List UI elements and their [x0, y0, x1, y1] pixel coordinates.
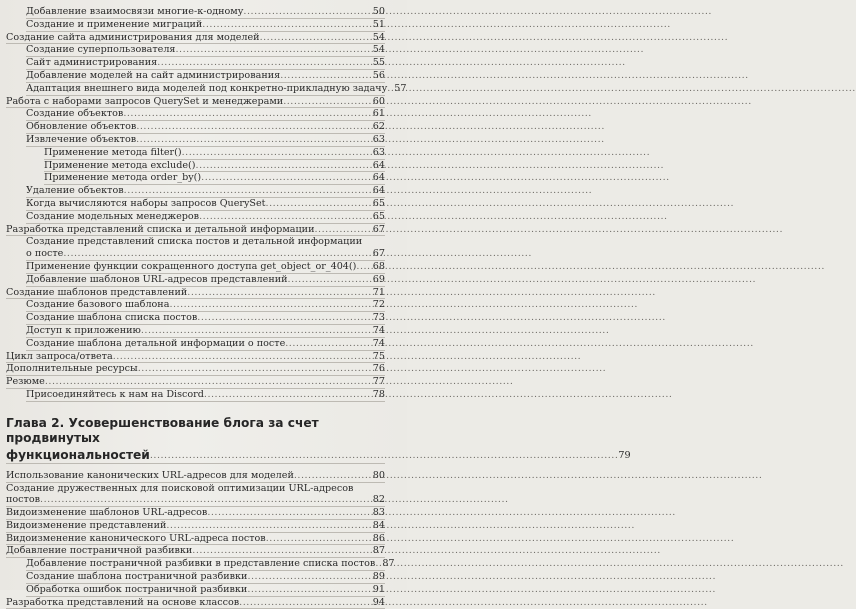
- dot-leader: [294, 470, 372, 482]
- dot-leader: [204, 389, 372, 401]
- toc-entry-title: Создание и применение миграций: [26, 18, 203, 30]
- toc-entry-page: 75: [372, 350, 385, 362]
- toc-entry: [44, 172, 385, 185]
- toc-entry-page: 51: [372, 18, 385, 30]
- dot-leader: [197, 312, 372, 324]
- toc-entry: [26, 19, 385, 32]
- toc-entry-page: 55: [372, 57, 385, 69]
- toc-entry: [6, 520, 385, 533]
- toc-entry-page: 87: [372, 545, 385, 557]
- chapter-heading: [6, 416, 385, 446]
- toc-entry: [6, 351, 385, 364]
- toc-entry-page: 50: [372, 6, 385, 17]
- toc-entry-title: Извлечение объектов: [26, 133, 137, 145]
- toc-entry-page: 80: [372, 469, 385, 481]
- toc-entry-title: Работа с наборами запросов QuerySet и менеджерами: [6, 95, 284, 107]
- toc-entry: [26, 338, 385, 351]
- toc-entry: [26, 312, 385, 325]
- toc-entry: [6, 96, 385, 109]
- toc-section-4: [0, 507, 407, 609]
- toc-entry-page: 64: [372, 185, 385, 197]
- toc-entry: [6, 545, 385, 558]
- dot-leader: [136, 134, 372, 146]
- toc-entry: [26, 70, 385, 83]
- toc-entry-title: Дополнительные ресурсы: [6, 363, 138, 375]
- toc-entry-title: Видоизменение шаблонов URL-адресов: [6, 507, 208, 519]
- toc-entry-page: 57: [394, 82, 407, 94]
- toc-entry-title: Когда вычисляются наборы запросов QuerySet: [26, 197, 266, 209]
- dot-leader: [63, 248, 371, 260]
- toc-entry-title: Удаление объектов: [26, 185, 124, 197]
- toc-entry-title: Создание шаблона постраничной разбивки: [26, 571, 248, 583]
- toc-entry-page: 61: [372, 108, 385, 120]
- toc-entry: [26, 108, 385, 121]
- toc-entry-page: 83: [372, 507, 385, 519]
- dot-leader: [288, 274, 372, 286]
- dot-leader: [260, 32, 372, 44]
- toc-entry-two-line-b: [6, 483, 385, 508]
- toc-section-3: [0, 470, 407, 483]
- toc-entry: [26, 134, 385, 147]
- toc-entry: [26, 571, 385, 584]
- dot-leader: [243, 6, 371, 18]
- dot-leader: [201, 172, 372, 184]
- toc-entry-title: Применение функции сокращенного доступа get_object_or_404(): [26, 260, 357, 272]
- dot-leader: [123, 108, 371, 120]
- dot-leader: [266, 198, 372, 210]
- dot-leader: [280, 70, 372, 82]
- toc-entry-title-line2: постов: [6, 494, 41, 506]
- toc-entry: [26, 299, 385, 312]
- toc-section-1: [0, 6, 407, 236]
- dot-leader: [202, 19, 371, 31]
- dot-leader: [199, 211, 372, 223]
- toc-entry: [26, 211, 385, 224]
- toc-entry-page: 54: [372, 31, 385, 43]
- toc-entry: [26, 198, 385, 211]
- toc-entry-page: 86: [372, 532, 385, 544]
- toc-entry: [26, 261, 385, 274]
- dot-leader: [157, 57, 372, 69]
- toc-entry-title: Применение метода order_by(): [44, 172, 202, 184]
- dot-leader: [138, 363, 372, 375]
- toc-entry-page: 63: [372, 146, 385, 158]
- toc-entry-page: 76: [372, 363, 385, 375]
- toc-entry-page: 68: [372, 260, 385, 272]
- toc-entry: [26, 558, 395, 571]
- toc-entry-title: Создание суперпользователя: [26, 44, 176, 56]
- chapter-title-line1: Глава 2. Усовершенствование блога за счет продвинутых: [6, 415, 319, 445]
- toc-entry-page: 84: [372, 519, 385, 531]
- toc-entry-page: 67: [372, 223, 385, 235]
- toc-entry: [6, 287, 385, 300]
- dot-leader: [166, 520, 371, 532]
- toc-entry-page: 65: [372, 197, 385, 209]
- toc-entry-page: 78: [372, 388, 385, 400]
- chapter-heading-line2: [6, 447, 631, 464]
- toc-entry-title: Использование канонических URL-адресов для моделей: [6, 469, 294, 481]
- dot-leader: [239, 597, 372, 609]
- toc-entry: [26, 6, 385, 19]
- toc-section-2: [0, 261, 407, 402]
- toc-entry-page: 77: [372, 376, 385, 388]
- toc-entry-title: Добавление постраничной разбивки в представление списка постов: [26, 558, 376, 570]
- dot-leader: [192, 545, 372, 557]
- dot-leader: [356, 261, 371, 273]
- toc-entry: [26, 584, 385, 597]
- dot-leader: [314, 224, 371, 236]
- toc-entry-title: Присоединяйтесь к нам на Discord: [26, 388, 204, 400]
- toc-entry-title: Обработка ошибок постраничной разбивки: [26, 583, 248, 595]
- toc-entry-title: Видоизменение представлений: [6, 519, 167, 531]
- toc-entry-title: Доступ к приложению: [26, 324, 141, 336]
- dot-leader: [175, 44, 371, 56]
- toc-entry-page: 82: [372, 494, 385, 506]
- toc-entry-page: 67: [372, 248, 385, 260]
- toc-entry-title: Создание шаблона списка постов: [26, 312, 198, 324]
- toc-entry-title: Создание шаблонов представлений: [6, 286, 188, 298]
- toc-entry: [6, 376, 385, 389]
- toc-entry-two-line: [26, 236, 385, 261]
- dot-leader: [45, 376, 372, 388]
- toc-entry-page: 71: [372, 286, 385, 298]
- dot-leader: [40, 494, 372, 506]
- toc-entry-page: 64: [372, 159, 385, 171]
- toc-entry-row2: [6, 494, 385, 506]
- toc-entry-title: Создание сайта администрирования для моделей: [6, 31, 260, 43]
- toc-entry-page: 87: [382, 558, 395, 570]
- toc-entry-row2: [26, 248, 385, 260]
- toc-entry: [6, 533, 385, 546]
- toc-entry-page: 89: [372, 571, 385, 583]
- toc-entry: [6, 224, 385, 237]
- toc-entry: [26, 121, 385, 134]
- toc-entry-title: Добавление постраничной разбивки: [6, 545, 193, 557]
- toc-entry-title-line1: Создание представлений списка постов и детальной информации: [26, 236, 363, 248]
- toc-entry-title: Обновление объектов: [26, 121, 137, 133]
- toc-entry: [26, 185, 385, 198]
- dot-leader: [187, 287, 372, 299]
- toc-entry-title: Видоизменение канонического URL-адреса постов: [6, 532, 266, 544]
- toc-entry-page: 74: [372, 324, 385, 336]
- toc-entry-title: Создание модельных менеджеров: [26, 210, 200, 222]
- dot-leader: [196, 160, 372, 172]
- toc-entry-page: 65: [372, 210, 385, 222]
- toc-entry-page: 56: [372, 69, 385, 81]
- dot-leader: [136, 121, 371, 133]
- dot-leader: [169, 299, 371, 311]
- dot-leader: [124, 185, 372, 197]
- toc-entry-title: Создание объектов: [26, 108, 124, 120]
- toc-entry-title: Резюме: [6, 376, 45, 388]
- toc-entry: [6, 32, 385, 45]
- dot-leader: [285, 338, 372, 350]
- dot-leader: [113, 351, 372, 363]
- toc-entry-title-line2: о посте: [26, 248, 64, 260]
- toc-entry-page: 54: [372, 44, 385, 56]
- toc-entry-title: Добавление моделей на сайт администрирования: [26, 69, 281, 81]
- toc-entry: [26, 57, 385, 70]
- toc-entry: [26, 44, 385, 57]
- dot-leader: [266, 533, 372, 545]
- dot-leader: [207, 507, 371, 519]
- toc-entry-page: 63: [372, 133, 385, 145]
- toc-entry-title-line1: Создание дружественных для поисковой оптимизации URL-адресов: [6, 482, 354, 494]
- toc-entry: [26, 325, 385, 338]
- toc-entry-page: 72: [372, 299, 385, 311]
- dot-leader: [141, 325, 372, 337]
- toc-entry-page: 60: [372, 95, 385, 107]
- toc-entry: [26, 82, 407, 96]
- toc-entry-page: 94: [372, 596, 385, 608]
- toc-entry-title: Создание базового шаблона: [26, 299, 170, 311]
- toc-entry-title: Применение метода filter(): [44, 146, 182, 158]
- toc-entry: [26, 389, 385, 402]
- chapter-page: 79: [618, 449, 631, 461]
- toc-entry: [6, 470, 385, 483]
- toc-entry-title: Разработка представлений на основе классов: [6, 596, 240, 608]
- dot-leader: [150, 448, 619, 463]
- dot-leader: [247, 584, 371, 596]
- toc-entry: [6, 363, 385, 376]
- toc-entry-title: Создание шаблона детальной информации о посте: [26, 337, 286, 349]
- toc-entry-page: 73: [372, 312, 385, 324]
- toc-entry-title: Добавление взаимосвязи многие-к-одному: [26, 6, 244, 17]
- table-of-contents: [0, 6, 631, 609]
- dot-leader: [182, 147, 372, 159]
- toc-entry-page: 69: [372, 273, 385, 285]
- toc-entry-title: Сайт администрирования: [26, 57, 158, 69]
- toc-entry: [26, 274, 385, 287]
- toc-entry-title: Применение метода exclude(): [44, 159, 196, 171]
- toc-entry: [44, 147, 385, 160]
- toc-entry-title: Разработка представлений списка и детальной информации: [6, 223, 315, 235]
- toc-entry-page: 62: [372, 121, 385, 133]
- chapter-title-line2: функциональностей: [6, 447, 150, 462]
- toc-entry-page: 74: [372, 337, 385, 349]
- toc-entry-title: Цикл запроса/ответа: [6, 350, 113, 362]
- dot-leader: [283, 96, 372, 108]
- toc-entry-title: Добавление шаблонов URL-адресов представлений: [26, 273, 288, 285]
- toc-entry-page: 91: [372, 583, 385, 595]
- toc-entry: [6, 507, 385, 520]
- dot-leader: [247, 571, 371, 583]
- toc-entry-page: 64: [372, 172, 385, 184]
- toc-entry-title: Адаптация внешнего вида моделей под конкретно-прикладную задачу: [26, 82, 388, 94]
- toc-entry: [44, 160, 385, 173]
- toc-entry: [6, 597, 385, 609]
